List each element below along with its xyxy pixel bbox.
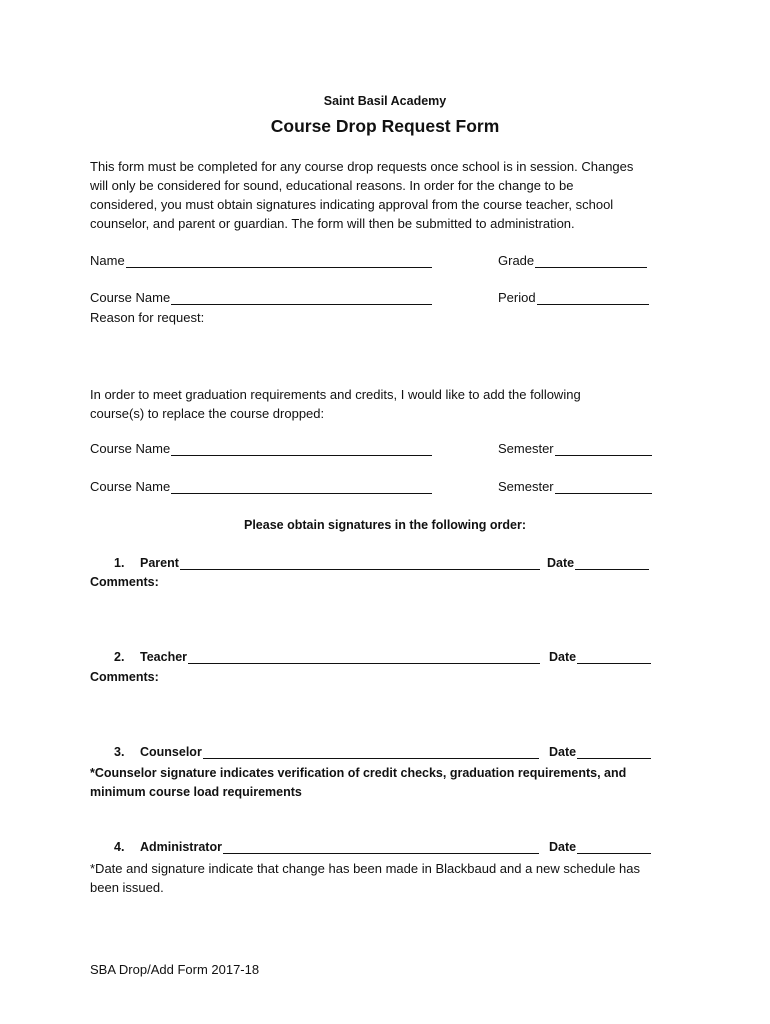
item-number: 1. bbox=[114, 556, 125, 570]
date-label: Date bbox=[549, 745, 577, 759]
counselor-date-field bbox=[549, 745, 651, 759]
administrator-note-line: been issued. bbox=[90, 880, 164, 895]
teacher-comments-label: Comments: bbox=[90, 670, 159, 684]
counselor-note bbox=[90, 764, 690, 802]
footer-text: SBA Drop/Add Form 2017-18 bbox=[90, 962, 260, 977]
semester-blank[interactable] bbox=[555, 481, 652, 494]
counselor-signature-blank[interactable] bbox=[203, 746, 539, 759]
course-name-blank[interactable] bbox=[171, 292, 432, 305]
counselor-label: Counselor bbox=[140, 745, 202, 759]
reason-label: Reason for request: bbox=[90, 310, 205, 325]
intro-line: counselor, and parent or guardian. The form will then be submitted to administration. bbox=[90, 216, 575, 231]
school-name: Saint Basil Academy bbox=[323, 94, 447, 108]
course-name-field bbox=[90, 290, 432, 305]
semester-field-2 bbox=[498, 479, 652, 494]
period-blank[interactable] bbox=[537, 292, 649, 305]
administrator-signature-blank[interactable] bbox=[223, 841, 539, 854]
semester-label: Semester bbox=[498, 441, 554, 456]
counselor-signature-field bbox=[114, 745, 539, 759]
parent-signature-field bbox=[114, 556, 540, 570]
administrator-date-field bbox=[549, 840, 651, 854]
teacher-label: Teacher bbox=[140, 650, 188, 664]
name-field bbox=[90, 253, 432, 268]
intro-line: This form must be completed for any course drop requests once school is in session. Changes bbox=[90, 159, 634, 174]
intro-line: will only be considered for sound, educational reasons. In order for the change to be bbox=[90, 178, 574, 193]
replacement-paragraph bbox=[90, 385, 690, 423]
parent-comments-label: Comments: bbox=[90, 575, 159, 589]
teacher-signature-blank[interactable] bbox=[188, 651, 540, 664]
parent-date-field bbox=[547, 556, 649, 570]
semester-blank[interactable] bbox=[555, 443, 652, 456]
replacement-course-field-1 bbox=[90, 441, 432, 456]
counselor-note-line: minimum course load requirements bbox=[90, 785, 302, 799]
semester-label: Semester bbox=[498, 479, 554, 494]
parent-signature-blank[interactable] bbox=[180, 557, 540, 570]
semester-field-1 bbox=[498, 441, 652, 456]
date-blank[interactable] bbox=[577, 651, 651, 664]
administrator-note bbox=[90, 859, 690, 897]
course-name-blank[interactable] bbox=[171, 443, 432, 456]
date-blank[interactable] bbox=[575, 557, 649, 570]
intro-paragraph bbox=[90, 157, 680, 233]
replacement-course-field-2 bbox=[90, 479, 432, 494]
period-field bbox=[498, 290, 649, 305]
course-name-label: Course Name bbox=[90, 441, 171, 456]
administrator-note-line: *Date and signature indicate that change has been made in Blackbaud and a new schedule has bbox=[90, 861, 640, 876]
item-number: 2. bbox=[114, 650, 125, 664]
teacher-date-field bbox=[549, 650, 651, 664]
date-blank[interactable] bbox=[577, 746, 651, 759]
course-name-label: Course Name bbox=[90, 290, 171, 305]
administrator-signature-field bbox=[114, 840, 539, 854]
intro-line: considered, you must obtain signatures indicating approval from the course teacher, school bbox=[90, 197, 614, 212]
date-label: Date bbox=[547, 556, 575, 570]
replacement-line: course(s) to replace the course dropped: bbox=[90, 406, 325, 421]
course-name-label: Course Name bbox=[90, 479, 171, 494]
administrator-label: Administrator bbox=[140, 840, 222, 854]
teacher-signature-field bbox=[114, 650, 540, 664]
name-label: Name bbox=[90, 253, 125, 268]
grade-field bbox=[498, 253, 647, 268]
counselor-note-line: *Counselor signature indicates verification of credit checks, graduation requirements, and bbox=[90, 766, 627, 780]
course-name-blank[interactable] bbox=[171, 481, 432, 494]
item-number: 4. bbox=[114, 840, 125, 854]
name-blank[interactable] bbox=[126, 255, 432, 268]
signatures-heading: Please obtain signatures in the following order: bbox=[244, 518, 526, 532]
replacement-line: In order to meet graduation requirements and credits, I would like to add the following bbox=[90, 387, 581, 402]
grade-blank[interactable] bbox=[535, 255, 647, 268]
grade-label: Grade bbox=[498, 253, 535, 268]
form-title: Course Drop Request Form bbox=[270, 116, 500, 136]
date-blank[interactable] bbox=[577, 841, 651, 854]
item-number: 3. bbox=[114, 745, 125, 759]
date-label: Date bbox=[549, 840, 577, 854]
period-label: Period bbox=[498, 290, 536, 305]
date-label: Date bbox=[549, 650, 577, 664]
parent-label: Parent bbox=[140, 556, 179, 570]
